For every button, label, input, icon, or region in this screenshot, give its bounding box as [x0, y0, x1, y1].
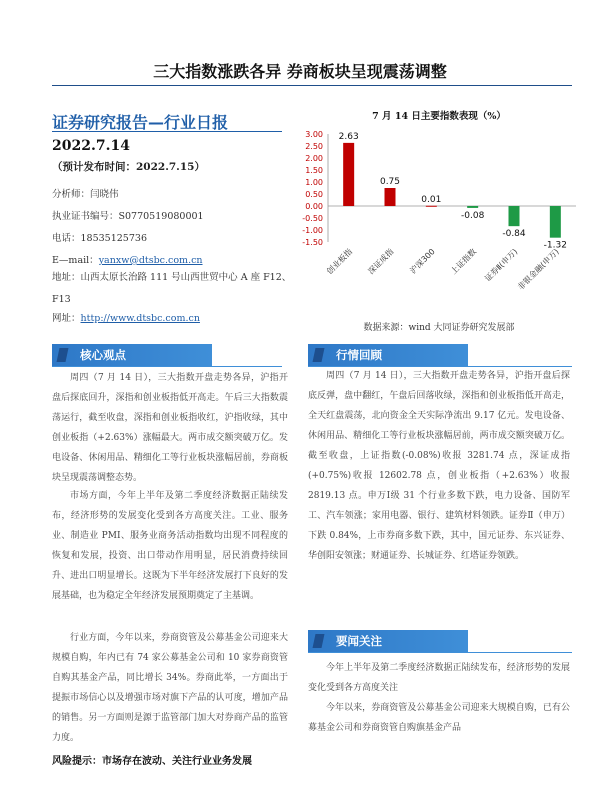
x-category-label: 证券Ⅱ(申万)	[483, 247, 520, 284]
chart-source: 数据来源：wind 大同证券研究发展部	[363, 323, 515, 333]
y-tick-label: -1.00	[302, 226, 323, 235]
x-category-label: 非银金融(申万)	[516, 247, 561, 292]
page-headline: 三大指数涨跌各异 券商板块呈现震荡调整	[153, 62, 447, 81]
focus-news-paragraph-2: 今年以来，券商资管及公募基金公司迎来大规模自购，已有公募基金公司和券商资管自购旗基金产品	[308, 703, 570, 733]
y-tick-label: -0.50	[302, 214, 323, 223]
bar-4	[467, 206, 478, 208]
report-date: 2022.7.14	[52, 138, 130, 154]
email-line	[52, 254, 203, 268]
y-tick-label: 1.00	[305, 178, 323, 187]
website-link[interactable]: http://www.dtsbc.com.cn	[80, 313, 200, 324]
headline-divider	[52, 85, 572, 86]
y-tick-label: 2.50	[305, 142, 323, 151]
report-title-divider	[52, 131, 282, 132]
x-category-label: 深证成指	[366, 247, 396, 277]
bar-value-label: 2.63	[338, 131, 359, 142]
market-review-heading: 行情回顾	[308, 344, 468, 366]
address: 地址：山西太原长治路 111 号山西世贸中心 A 座 F12、F13	[52, 272, 292, 305]
core-view-paragraph-2: 市场方面，今年上半年及第二季度经济数据正陆续发布，经济形势的发展变化受到各方高度关注。工业、服务业、制造业 PMI、服务业商务活动指数均出现不同程度的恢复和发展，投资、出口带动作用明显，居民消费持续回升、进出口明显增长。这既为下半年经济发展打下良好的发展基础，也为稳定全年经济发展预期奠定了主基调。	[52, 491, 288, 601]
risk-warning: 风险提示：市场存在波动、关注行业业务发展	[52, 756, 252, 767]
bar-2	[385, 188, 396, 206]
y-tick-label: 0.50	[305, 190, 323, 199]
report-title: 证券研究报告—行业日报	[52, 113, 229, 132]
market-review-paragraph: 周四（7 月 14 日），三大指数开盘走势各异，沪指开盘后探底反弹，盘中翻红，午盘后回落收绿，深指和创业板指低开高走，全天红盘震荡，北向资金全天实际净流出 9.17 亿元。发电设备、休闲用品、精细化工等行业板块涨幅居前，两市成交额突破万亿。截至收盘，上证指数(-0.08%)收报 3281.74 点，深证成指(+0.75%)收报 12602.78 点，创业板指（+2.63%）收报 2819.13 点。申万Ⅰ级 31 个行业多数下跌，电力设备、国防军工、汽车领涨；家用电器、银行、建筑材料领跌。证券Ⅱ（申万）下跌 0.84%，上市券商多数下跌，其中，国元证券、东兴证券、华创阳安领涨；财通证券、长城证券、红塔证券领跌。	[308, 371, 570, 561]
email-link[interactable]: yanxw@dtsbc.com.cn	[98, 255, 203, 266]
website-label: 网址：	[52, 313, 81, 324]
bar-value-label: 0.01	[421, 194, 442, 205]
bar-6	[550, 206, 561, 238]
focus-news-heading: 要闻关注	[308, 630, 468, 652]
bar-1	[343, 143, 354, 206]
focus-news-divider	[308, 652, 572, 653]
x-category-label: 创业板指	[325, 247, 355, 277]
bar-3	[426, 206, 437, 207]
certificate-number: 执业证书编号：S0770519080001	[52, 211, 204, 222]
core-view-heading: 核心观点	[52, 344, 212, 366]
core-view-paragraph-3: 行业方面，今年以来，券商资管及公募基金公司迎来大规模自购，年内已有 74 家公募基金公司和 10 家券商资管自购其基金产品，同比增长 34%。券商此举，一方面出于提振市场信心以及增强市场对旗下产品的认可度，增加产品的销售。另一方面则是源于监管部门加大对券商产品的监管力度。	[52, 633, 288, 743]
index-performance-chart	[296, 122, 582, 318]
bar-value-label: -0.08	[461, 210, 485, 221]
y-tick-label: 2.00	[305, 154, 323, 163]
publish-time: （预计发布时间：2022.7.15）	[52, 161, 205, 173]
bar-value-label: 0.75	[379, 177, 401, 187]
y-tick-label: 3.00	[305, 130, 323, 139]
core-view-divider	[52, 366, 282, 367]
bar-5	[509, 206, 520, 226]
website-line	[52, 312, 200, 326]
analyst-name: 分析师：闫晓伟	[52, 189, 119, 200]
x-category-label: 沪深300	[408, 247, 437, 276]
phone-number: 电话：18535125736	[52, 233, 147, 244]
chart-title: 7 月 14 日主要指数表现（%）	[372, 111, 506, 122]
focus-news-paragraph-1: 今年上半年及第二季度经济数据正陆续发布，经济形势的发展变化受到各方高度关注	[308, 663, 570, 693]
y-tick-label: -1.50	[302, 238, 323, 247]
x-category-label: 上证指数	[449, 247, 479, 277]
bar-value-label: -0.84	[502, 229, 526, 240]
core-view-paragraph-1: 周四（7 月 14 日），三大指数开盘走势各异，沪指开盘后探底回升，深指和创业板指低开高走。午后三大指数震荡运行，截至收盘，深指和创业板指收红，沪指收绿，其中创业板指（+2.63%）涨幅最大。两市成交额突破万亿。发电设备、休闲用品、精细化工等行业板块涨幅居前，券商板块呈现震荡调整态势。	[52, 373, 288, 483]
y-tick-label: 1.50	[305, 166, 323, 175]
y-tick-label: 0.00	[305, 202, 323, 211]
bar-value-label: -1.32	[543, 240, 567, 251]
email-label: E—mail：	[52, 255, 99, 266]
